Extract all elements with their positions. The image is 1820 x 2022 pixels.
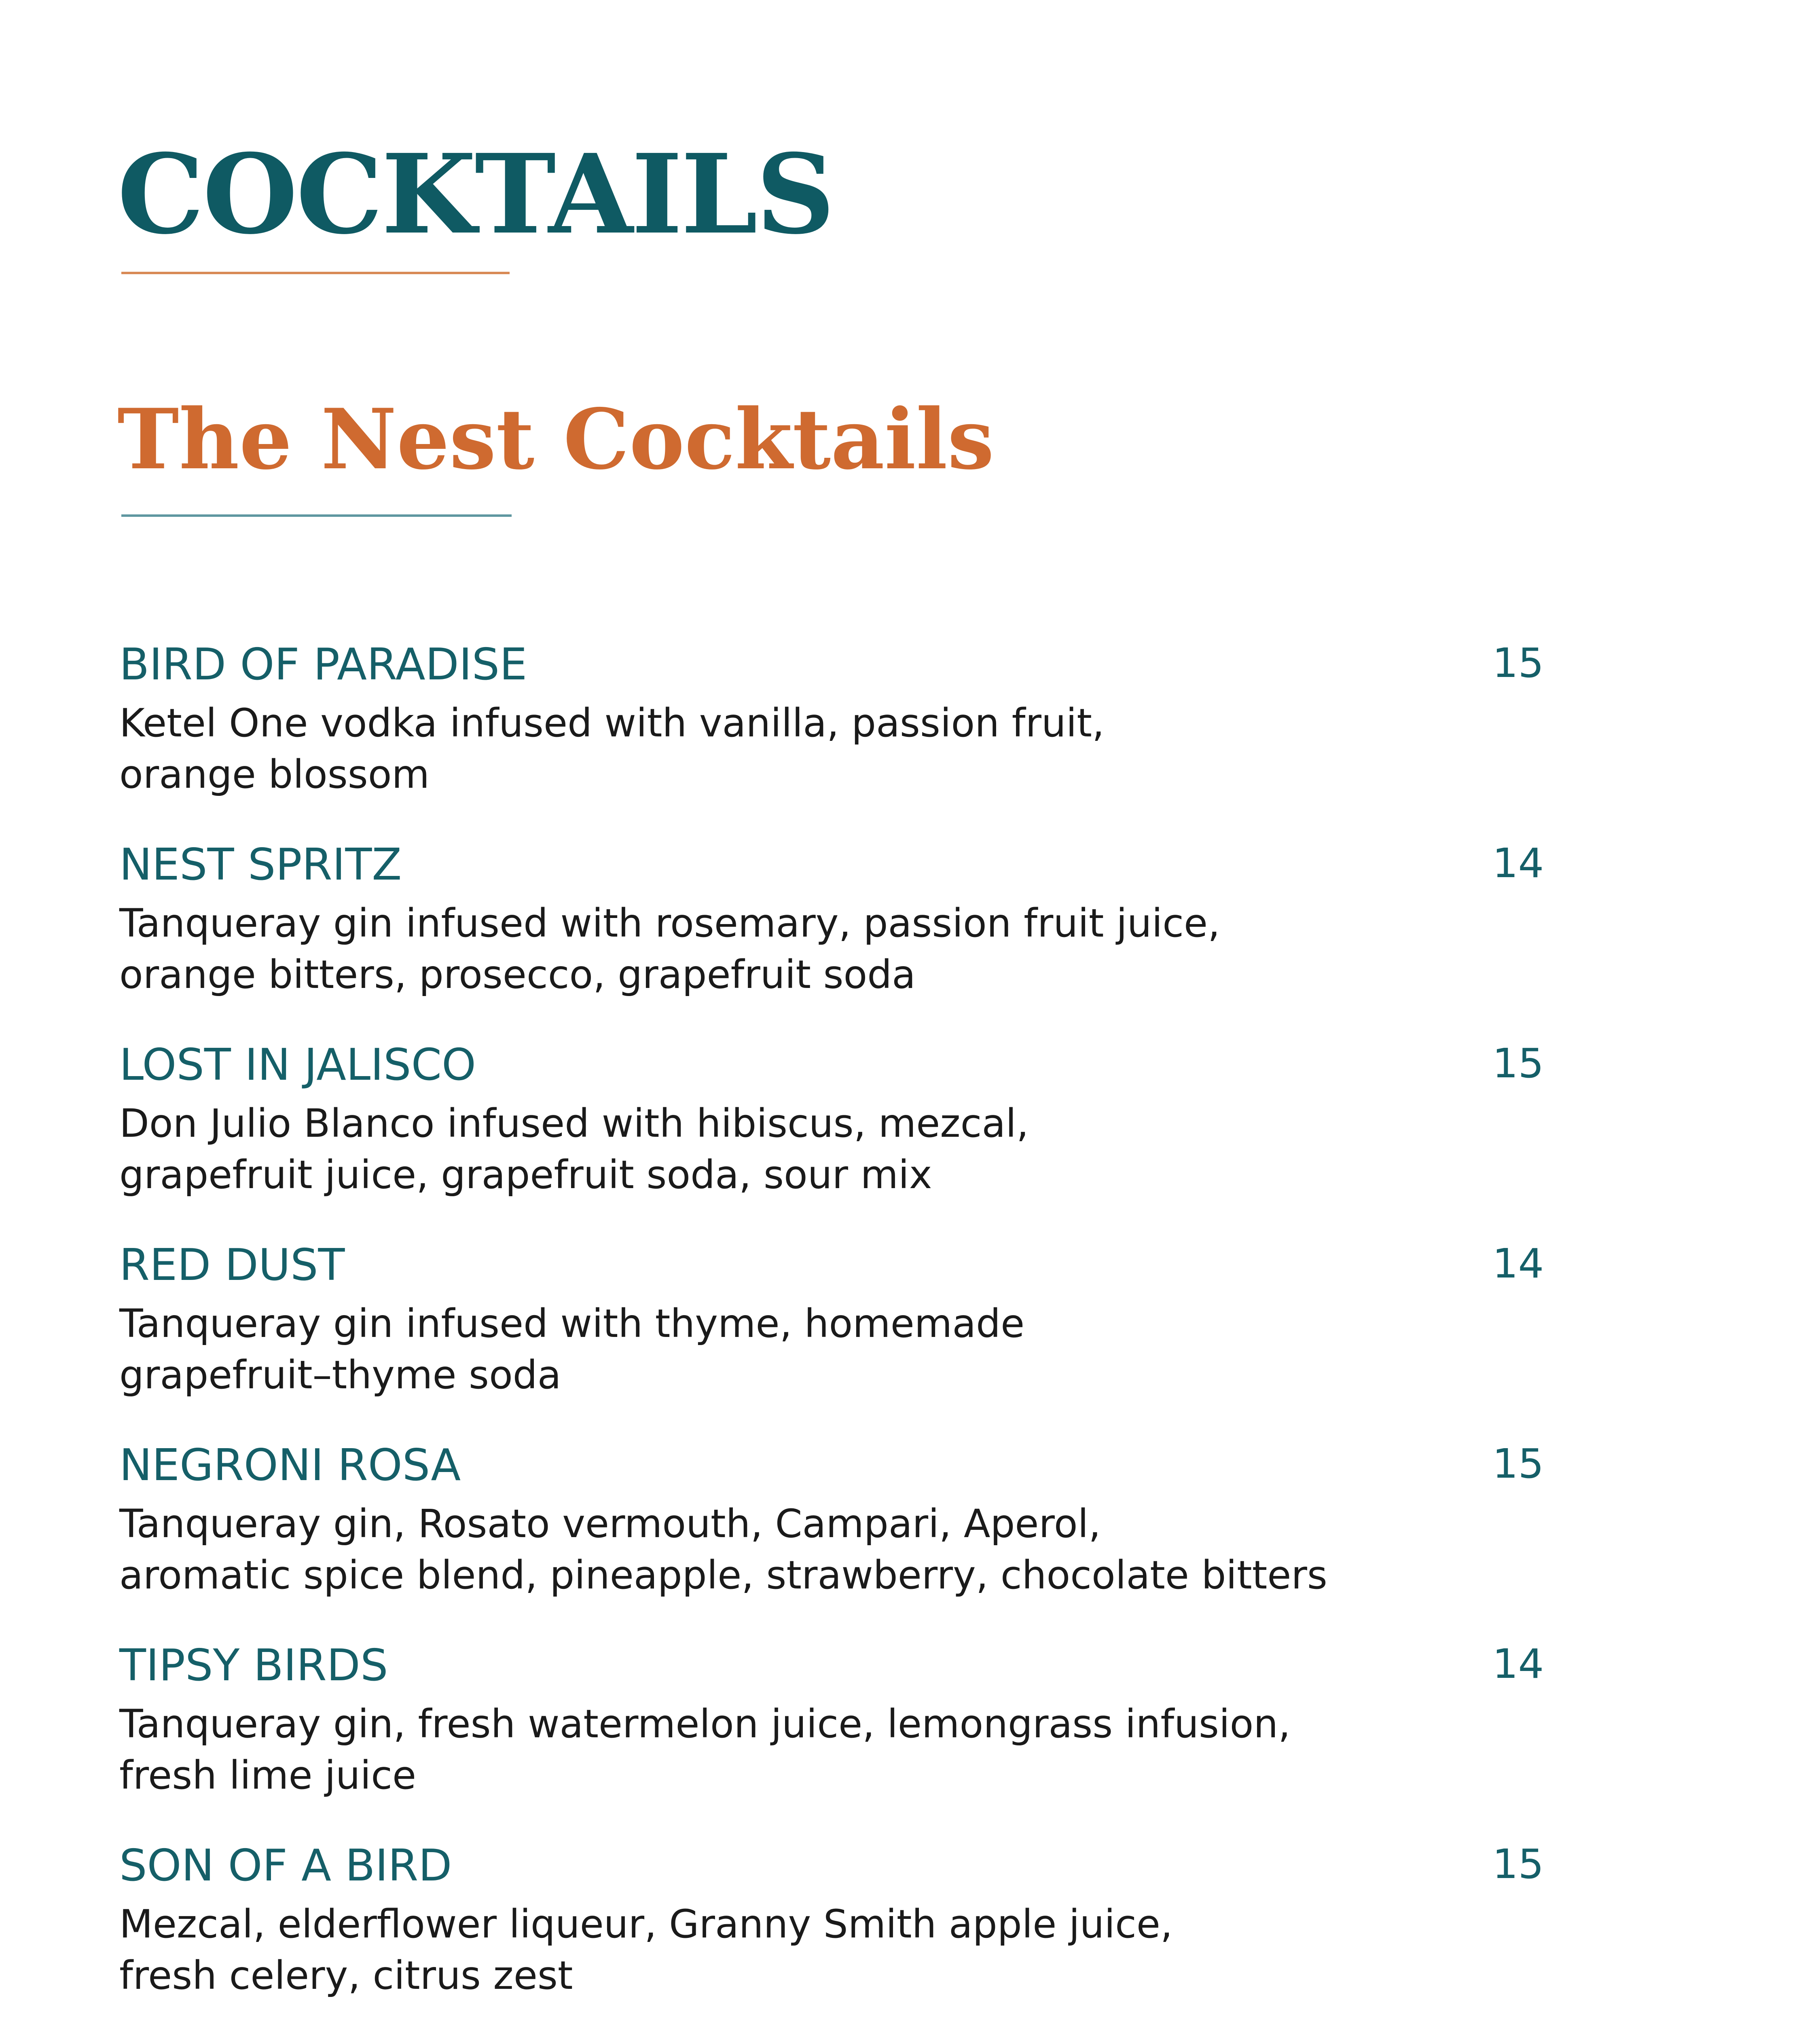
item-price: 15 [1492, 1040, 1544, 1087]
menu-item [119, 1840, 1544, 2014]
item-description [119, 1698, 1434, 1801]
item-description-line: Tanqueray gin, Rosato vermouth, Campari, Aperol, [119, 1501, 1101, 1546]
item-description-line: grapefruit juice, grapefruit soda, sour mix [119, 1152, 932, 1197]
menu-item [119, 840, 1544, 1013]
item-name: NEGRONI ROSA [119, 1440, 461, 1491]
item-description-line: Tanqueray gin, fresh watermelon juice, lemongrass infusion, [119, 1701, 1291, 1747]
section-title: The Nest Cocktails [117, 391, 995, 488]
item-description [119, 1098, 1434, 1201]
item-description-line: Ketel One vodka infused with vanilla, passion fruit, [119, 700, 1105, 746]
menu-item [119, 1240, 1544, 1413]
item-name: SON OF A BIRD [119, 1840, 452, 1891]
item-description-line: grapefruit–thyme soda [119, 1352, 561, 1398]
item-description-line: orange blossom [119, 752, 430, 797]
item-name: RED DUST [119, 1240, 345, 1290]
item-price: 15 [1492, 639, 1544, 687]
item-description-line: Tanqueray gin infused with rosemary, passion fruit juice, [119, 901, 1220, 946]
item-description [119, 1498, 1434, 1601]
item-description [119, 1298, 1434, 1401]
page-title: COCKTAILS [117, 130, 834, 258]
item-description-line: fresh lime juice [119, 1753, 417, 1798]
item-price: 15 [1492, 1840, 1544, 1888]
item-description-line: Tanqueray gin infused with thyme, homemade [119, 1301, 1025, 1346]
item-price: 14 [1492, 840, 1544, 887]
menu-item [119, 1040, 1544, 1213]
item-description-line: Mezcal, elderflower liqueur, Granny Smith apple juice, [119, 1901, 1173, 1947]
item-description [119, 898, 1434, 1000]
item-description [119, 1899, 1434, 2001]
item-name: NEST SPRITZ [119, 840, 402, 890]
item-price: 15 [1492, 1440, 1544, 1487]
item-price: 14 [1492, 1640, 1544, 1688]
item-name: LOST IN JALISCO [119, 1040, 476, 1090]
item-name: BIRD OF PARADISE [119, 639, 527, 690]
title-underline [121, 272, 510, 274]
section-underline [121, 514, 512, 517]
item-price: 14 [1492, 1240, 1544, 1287]
item-description-line: orange bitters, prosecco, grapefruit soda [119, 952, 916, 997]
item-description [119, 698, 1434, 800]
menu-item [119, 639, 1544, 813]
menu-item [119, 1440, 1544, 1614]
item-name: TIPSY BIRDS [119, 1640, 388, 1691]
menu-item [119, 1640, 1544, 1814]
item-description-line: Don Julio Blanco infused with hibiscus, mezcal, [119, 1101, 1029, 1146]
item-description-line: fresh celery, citrus zest [119, 1953, 573, 1998]
item-description-line: aromatic spice blend, pineapple, strawberry, chocolate bitters [119, 1552, 1327, 1598]
